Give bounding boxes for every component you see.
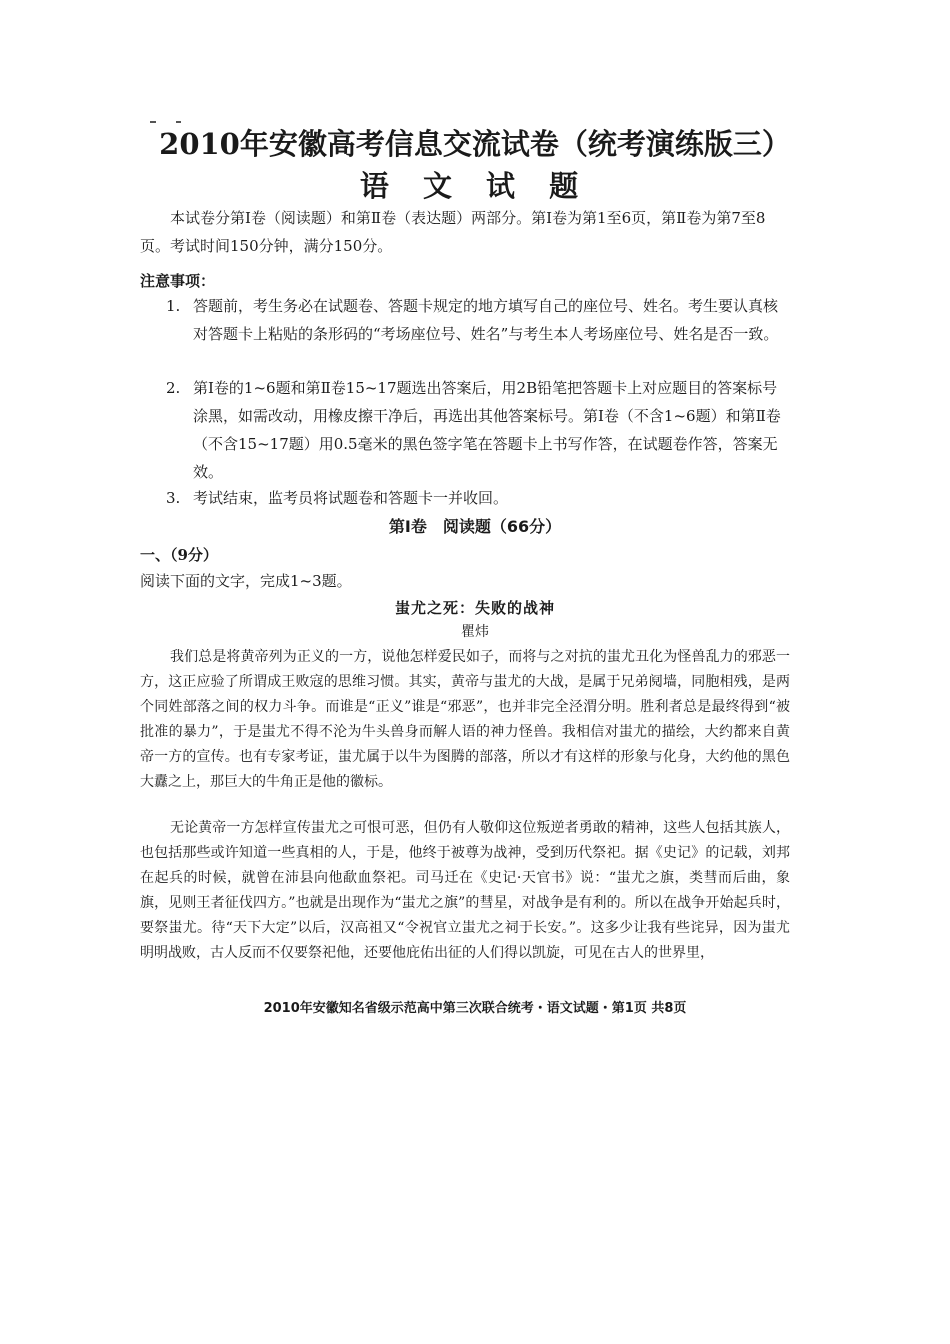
section-heading: 第Ⅰ卷 阅读题（66分） [388,517,562,536]
reading-instruction: 阅读下面的文字，完成1~3题。 [140,572,352,590]
article-paragraph: 我们总是将黄帝列为正义的一方，说他怎样爱民如子，而将与之对抗的蚩尤丑化为怪兽乱力的邪恶一方，这正应验了所谓成王败寇的思维习惯。其实，黄帝与蚩尤的大战，是属于兄弟阋墙，同胞相残，是两个同姓部落之间的权力斗争。而谁是“正义”谁是“邪恶”，也并非完全泾渭分明。胜利者总是最终得到“被批准的暴力”，于是蚩尤不得不沦为牛头兽身而解人语的神力怪兽。我相信对蚩尤的描绘，大约都来自黄帝一方的宣传。也有专家考证，蚩尤属于以牛为图腾的部落，所以才有这样的形象与化身，大约他的黑色大纛之上，那巨大的牛角正是他的徽标。 [140,649,790,790]
exam-subtitle: 语 文 试 题 [359,169,591,203]
part-label: 一、（9分） [140,546,218,564]
article-author: 瞿炜 [461,624,489,640]
note-item [166,484,790,512]
exam-intro: 本试卷分第Ⅰ卷（阅读题）和第Ⅱ卷（表达题）两部分。第Ⅰ卷为第1至6页，第Ⅱ卷为第7至8页。考试时间150分钟，满分150分。 [140,209,766,255]
notes-heading: 注意事项： [140,272,216,290]
exam-title: 2010年安徽高考信息交流试卷（统考演练版三） [159,127,791,161]
note-number: 1. [166,297,181,315]
note-number: 2. [166,379,181,397]
article-paragraph: 无论黄帝一方怎样宣传蚩尤之可恨可恶，但仍有人敬仰这位叛逆者勇敢的精神，这些人包括其族人，也包括那些或许知道一些真相的人，于是，他终于被尊为战神，受到历代祭祀。据《史记》的记载，刘邦在起兵的时候，就曾在沛县向他歃血祭祀。司马迁在《史记·天官书》说：“蚩尤之旗，类彗而后曲，象旗，见则王者征伐四方。”也就是出现作为“蚩尤之旗”的彗星，对战争是有利的。所以在战争开始起兵时，要祭蚩尤。待“天下大定”以后，汉高祖又“令祝官立蚩尤之祠于长安。”。这多少让我有些诧异，因为蚩尤明明战败，古人反而不仅要祭祀他，还要他庇佑出征的人们得以凯旋，可见在古人的世界里， [140,820,790,961]
note-item [166,374,790,486]
article-title: 蚩尤之死：失败的战神 [394,599,555,617]
note-number: 3. [166,489,181,507]
note-text: 第Ⅰ卷的1~6题和第Ⅱ卷15~17题选出答案后，用2B铅笔把答题卡上对应题目的答案标号涂黑，如需改动，用橡皮擦干净后，再选出其他答案标号。第Ⅰ卷（不含1~6题）和第Ⅱ卷（不含15~17题）用0.5毫米的黑色签字笔在答题卡上书写作答，在试题卷作答，答案无效。 [193,379,781,481]
note-text: 考试结束，监考员将试题卷和答题卡一并收回。 [193,489,509,507]
page-footer: 2010年安徽知名省级示范高中第三次联合统考・语文试题・第1页 共8页 [263,1001,687,1016]
note-text: 答题前，考生务必在试题卷、答题卡规定的地方填写自己的座位号、姓名。考生要认真核对答题卡上粘贴的条形码的“考场座位号、姓名”与考生本人考场座位号、姓名是否一致。 [193,297,779,343]
note-item [166,292,790,348]
